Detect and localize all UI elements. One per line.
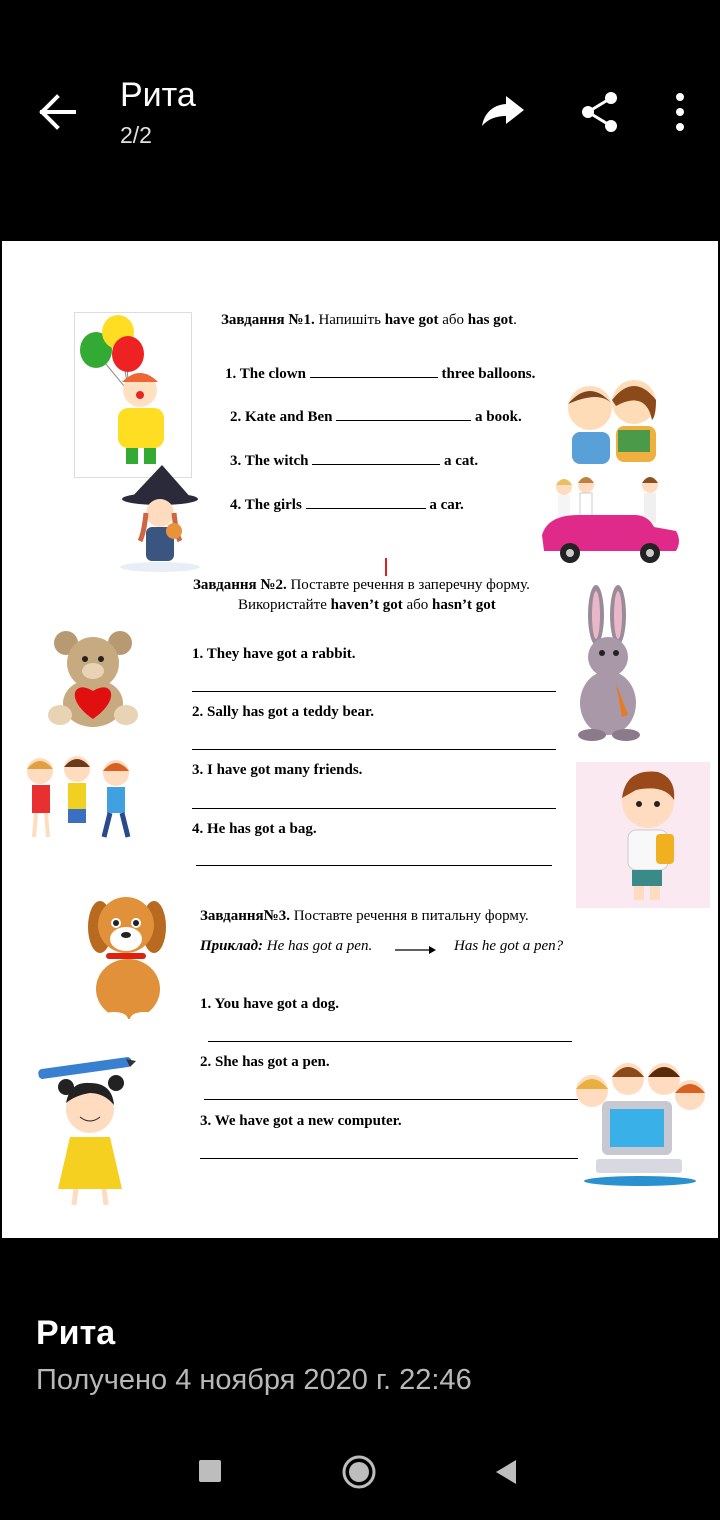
task2-item-1: 1. They have got a rabbit. xyxy=(192,646,356,662)
task3-item-1: 1. You have got a dog. xyxy=(200,996,340,1012)
task1-item-1: 1. The clown three balloons. xyxy=(225,366,536,382)
worksheet-image[interactable] xyxy=(2,241,718,1238)
chat-title: Рита xyxy=(120,76,196,114)
back-button[interactable] xyxy=(30,86,82,138)
answer-line xyxy=(196,865,552,866)
answer-line xyxy=(192,749,556,750)
task2-subheading: Використайте haven’t got або hasn’t got xyxy=(238,597,496,613)
image-counter: 2/2 xyxy=(120,122,152,148)
forward-button[interactable] xyxy=(476,86,532,138)
clown-balloons-illustration xyxy=(74,312,192,478)
rabbit-carrot-illustration xyxy=(572,585,644,743)
dog-illustration xyxy=(78,887,182,1029)
share-icon xyxy=(576,86,624,138)
kids-reading-illustration xyxy=(560,376,664,472)
task1-item-4: 4. The girls a car. xyxy=(230,497,464,513)
kids-computer-illustration xyxy=(570,1059,710,1189)
answer-line xyxy=(208,1041,572,1042)
girls-car-illustration xyxy=(538,471,682,577)
answer-line xyxy=(200,1158,578,1159)
answer-line xyxy=(192,691,556,692)
teddy-bear-illustration xyxy=(44,629,142,731)
more-vert-icon xyxy=(660,86,700,138)
task2-item-2: 2. Sally has got a teddy bear. xyxy=(192,704,374,720)
arrow-back-icon xyxy=(30,86,82,138)
task3-heading: Завдання№3. Поставте речення в питальну форму. xyxy=(200,908,529,924)
task1-item-3: 3. The witch a cat. xyxy=(230,453,479,469)
recents-square-icon[interactable] xyxy=(199,1460,221,1482)
answer-line xyxy=(192,808,556,809)
top-app-bar xyxy=(0,0,720,240)
bottom-info-panel xyxy=(0,1238,720,1520)
task3-example: Приклад: He has got a pen. xyxy=(200,938,373,954)
task2-item-4: 4. He has got a bag. xyxy=(192,821,317,837)
arrow-right-icon xyxy=(395,943,437,957)
forward-icon xyxy=(476,86,532,138)
task3-item-3: 3. We have got a new computer. xyxy=(200,1113,402,1129)
more-options-button[interactable] xyxy=(660,86,700,138)
back-triangle-icon[interactable] xyxy=(492,1457,520,1487)
witch-cat-illustration xyxy=(110,463,210,573)
girl-pen-illustration xyxy=(30,1053,140,1213)
received-timestamp: Получено 4 ноября 2020 г. 22:46 xyxy=(36,1364,472,1396)
answer-line xyxy=(204,1099,578,1100)
task3-example-answer: Has he got a pen? xyxy=(454,938,564,954)
task2-item-3: 3. I have got many friends. xyxy=(192,762,363,778)
home-circle-icon[interactable] xyxy=(341,1454,377,1490)
task2-heading: Завдання №2. Поставте речення в заперечну форму. xyxy=(193,577,530,593)
sender-name: Рита xyxy=(36,1314,116,1352)
task3-item-2: 2. She has got a pen. xyxy=(200,1054,330,1070)
friends-children-illustration xyxy=(22,753,136,845)
red-cursor-mark xyxy=(385,558,387,576)
task1-heading: Завдання №1. Напишіть have got або has got. xyxy=(221,312,517,328)
task1-item-2: 2. Kate and Ben a book. xyxy=(230,409,522,425)
boy-backpack-illustration xyxy=(576,762,710,908)
share-button[interactable] xyxy=(576,86,624,138)
